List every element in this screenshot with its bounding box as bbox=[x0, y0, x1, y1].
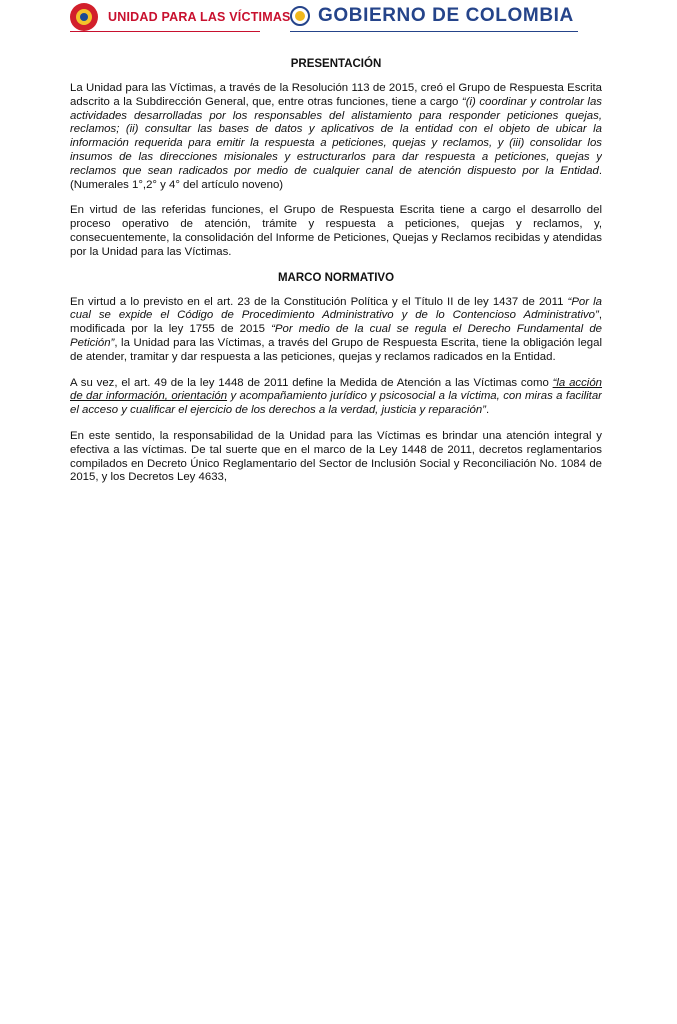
gobierno-colombia-logo-text: GOBIERNO DE COLOMBIA bbox=[318, 5, 574, 26]
paragraph-presentacion-1 bbox=[70, 82, 602, 192]
p4-quote-underlined: “la acción de dar información, orientación bbox=[70, 376, 602, 403]
paragraph-marco-1 bbox=[70, 296, 602, 365]
paragraph-marco-2 bbox=[70, 377, 602, 418]
gobierno-colombia-logo bbox=[290, 2, 574, 30]
p4-quote: y acompañamiento jurídico y psicosocial a la víctima, con miras a facilitar el acceso y cualificar el ejercicio de los derechos a la verdad, justicia y reparación” bbox=[70, 390, 602, 417]
unidad-victimas-logo-text: UNIDAD PARA LAS VÍCTIMAS bbox=[108, 10, 291, 24]
p3-text-b: , modificada por la ley 1755 de 2015 bbox=[70, 309, 602, 336]
coat-of-arms-icon bbox=[70, 3, 98, 31]
unidad-victimas-logo bbox=[70, 2, 291, 32]
left-logo-underline bbox=[70, 31, 260, 32]
paragraph-presentacion-2: En virtud de las referidas funciones, el Grupo de Respuesta Escrita tiene a cargo el desarrollo del proceso operativo de atención, trámite y respuesta a peticiones, quejas y reclamos, y, consecuentemente, la consolidación del Informe de Peticiones, Quejas y Reclamos recibidas y atendidas por la Unidad para las Víctimas. bbox=[70, 204, 602, 258]
p3-text-c: , la Unidad para las Víctimas, a través del Grupo de Respuesta Escrita, tiene la obligación legal de atender, tramitar y dar respuesta a las peticiones, quejas y reclamos radicados en la Entidad. bbox=[70, 336, 602, 363]
page-header bbox=[0, 0, 677, 34]
right-logo-underline bbox=[290, 31, 578, 32]
p4-end: . bbox=[485, 404, 490, 417]
presentacion-heading: PRESENTACIÓN bbox=[290, 58, 382, 70]
document-body bbox=[70, 52, 602, 494]
p3-quote-b: “Por medio de la cual se regula el Derecho Fundamental de Petición” bbox=[70, 323, 602, 349]
paragraph-marco-3: En este sentido, la responsabilidad de la Unidad para las Víctimas es brindar una atención integral y efectiva a las víctimas. De tal suerte que en el marco de la Ley 1448 de 2011, decretos reglamentarios compilados en Decreto Único Reglamentario del Sector de Inclusión Social y Reconciliación No. 1084 de 2015, y los Decretos Ley 4633, bbox=[70, 429, 602, 484]
p3-text-a: En virtud a lo previsto en el art. 23 de la Constitución Política y el Título II de ley 1437 de 2011 bbox=[70, 295, 568, 308]
p4-text: A su vez, el art. 49 de la ley 1448 de 2011 define la Medida de Atención a las Víctimas como bbox=[70, 376, 553, 389]
p1-quote: “(i) coordinar y controlar las actividades desarrolladas por los responsables del alistamiento para responder peticiones quejas, reclamos; (ii) consultar las bases de datos y aplicativos de la entidad con el objeto de ubicar la información requerida para emitir la respuesta a peticiones, quejas y reclamos, y (iii) consolidar los insumos de las direcciones misionales y estructurarlos para dar respuesta a peticiones, quejas y reclamos que sean radicados por medio de cualquier canal de atención dispuesto por la Entidad bbox=[70, 95, 602, 177]
p1-reference: . (Numerales 1°,2° y 4° del artículo noveno) bbox=[70, 164, 602, 191]
marco-normativo-heading: MARCO NORMATIVO bbox=[277, 271, 395, 284]
colombia-seal-icon bbox=[290, 6, 310, 26]
p1-text: La Unidad para las Víctimas, a través de la Resolución 113 de 2015, creó el Grupo de Respuesta Escrita adscrito a la Subdirección General, que, entre otras funciones, tiene a cargo bbox=[70, 82, 602, 108]
p3-quote-a: “Por la cual se expide el Código de Procedimiento Administrativo y de lo Contencioso Administrativo” bbox=[70, 295, 602, 322]
